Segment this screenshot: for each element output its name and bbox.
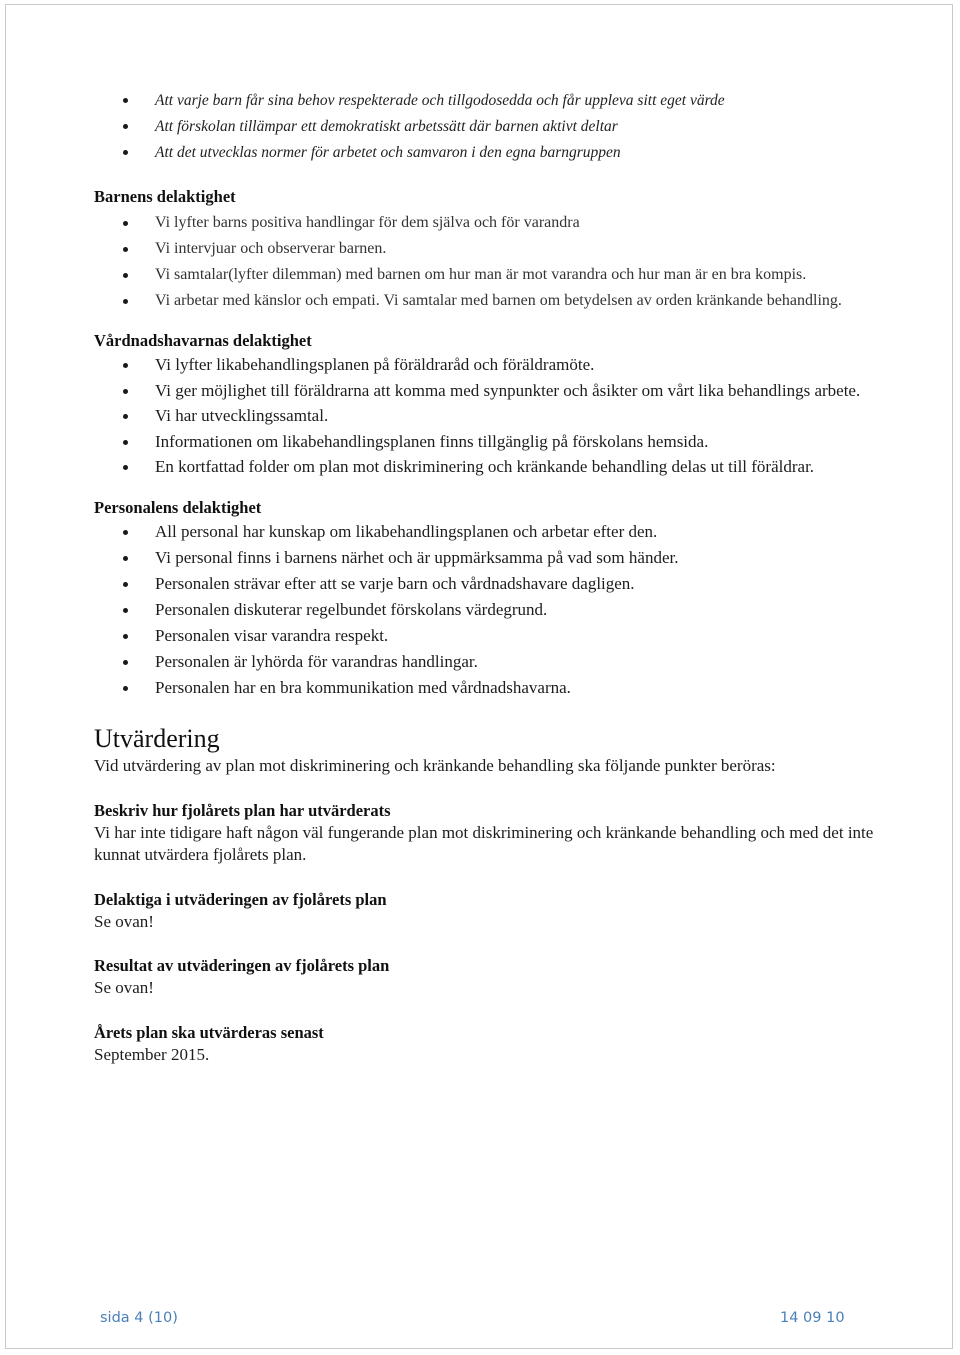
list-item: Vi ger möjlighet till föräldrarna att komma med synpunkter och åsikter om vårt lika behandlings arbete. [94, 380, 874, 403]
list-item: Informationen om likabehandlingsplanen finns tillgänglig på förskolans hemsida. [94, 431, 874, 454]
block-text: Se ovan! [94, 911, 154, 931]
list-item: Personalen har en bra kommunikation med vårdnadshavarna. [94, 677, 874, 700]
list-item: Att förskolan tillämpar ett demokratiskt arbetssätt där barnen aktivt deltar [94, 114, 874, 140]
list-item: Vi samtalar(lyfter dilemman) med barnen om hur man är mot varandra och hur man är en bra kompis. [94, 264, 874, 286]
block-text: Se ovan! [94, 978, 154, 997]
bullet-icon [123, 98, 128, 103]
utvardering-intro: Vid utvärdering av plan mot diskriminering och kränkande behandling ska följande punkter beröras: [94, 756, 776, 775]
list-item: Vi arbetar med känslor och empati. Vi samtalar med barnen om betydelsen av orden kränkande behandling. [94, 290, 874, 312]
list-item: Vi intervjuar och observerar barnen. [94, 238, 874, 260]
list-item: Personalen visar varandra respekt. [94, 625, 874, 648]
block-text: September 2015. [94, 1044, 210, 1064]
list-item: Personalen är lyhörda för varandras handlingar. [94, 651, 874, 674]
bullet-icon [123, 363, 128, 368]
block-heading: Beskriv hur fjolårets plan har utvärderats [94, 800, 391, 820]
page-number: sida 4 (10) [100, 1310, 178, 1326]
list-item: Vi personal finns i barnens närhet och är uppmärksamma på vad som händer. [94, 547, 874, 570]
utvardering-heading: Utvärdering [94, 724, 220, 753]
list-item: Att det utvecklas normer för arbetet och samvaron i den egna barngruppen [94, 140, 874, 166]
bullet-icon [123, 221, 128, 226]
bullet-icon [123, 608, 128, 613]
list-item: Personalen diskuterar regelbundet förskolans värdegrund. [94, 599, 874, 622]
bullet-icon [123, 530, 128, 535]
block-heading: Årets plan ska utvärderas senast [94, 1022, 324, 1042]
intro-list [94, 88, 874, 166]
vardnadshavare-list [94, 354, 874, 479]
list-item: Att varje barn får sina behov respekterade och tillgodosedda och får uppleva sitt eget värde [94, 88, 874, 114]
bullet-icon [123, 414, 128, 419]
bullet-icon [123, 440, 128, 445]
bullet-icon [123, 660, 128, 665]
personal-heading: Personalens delaktighet [94, 497, 262, 517]
list-item: Personalen strävar efter att se varje barn och vårdnadshavare dagligen. [94, 573, 874, 596]
list-item: All personal har kunskap om likabehandlingsplanen och arbetar efter den. [94, 521, 874, 544]
bullet-icon [123, 686, 128, 691]
footer-date: 14 09 10 [780, 1310, 845, 1326]
bullet-icon [123, 299, 128, 304]
block-text: Vi har inte tidigare haft någon väl fungerande plan mot diskriminering och kränkande behandling och med det inte kunnat utvärdera fjolårets plan. [94, 822, 874, 864]
list-item: Vi lyfter likabehandlingsplanen på föräldraråd och föräldramöte. [94, 354, 874, 377]
bullet-icon [123, 150, 128, 155]
barnens-heading: Barnens delaktighet [94, 187, 236, 206]
list-item: En kortfattad folder om plan mot diskriminering och kränkande behandling delas ut till föräldrar. [94, 456, 874, 479]
bullet-icon [123, 634, 128, 639]
list-item: Vi har utvecklingssamtal. [94, 405, 874, 428]
page-content [94, 88, 874, 1066]
barnens-list [94, 212, 874, 312]
bullet-icon [123, 124, 128, 129]
block-heading: Delaktiga i utväderingen av fjolårets plan [94, 889, 387, 909]
bullet-icon [123, 273, 128, 278]
list-item: Vi lyfter barns positiva handlingar för dem själva och för varandra [94, 212, 874, 234]
bullet-icon [123, 582, 128, 587]
bullet-icon [123, 465, 128, 470]
vardnadshavare-heading: Vårdnadshavarnas delaktighet [94, 331, 312, 350]
bullet-icon [123, 389, 128, 394]
block-heading: Resultat av utväderingen av fjolårets plan [94, 956, 390, 975]
bullet-icon [123, 556, 128, 561]
personal-list [94, 521, 874, 700]
bullet-icon [123, 247, 128, 252]
